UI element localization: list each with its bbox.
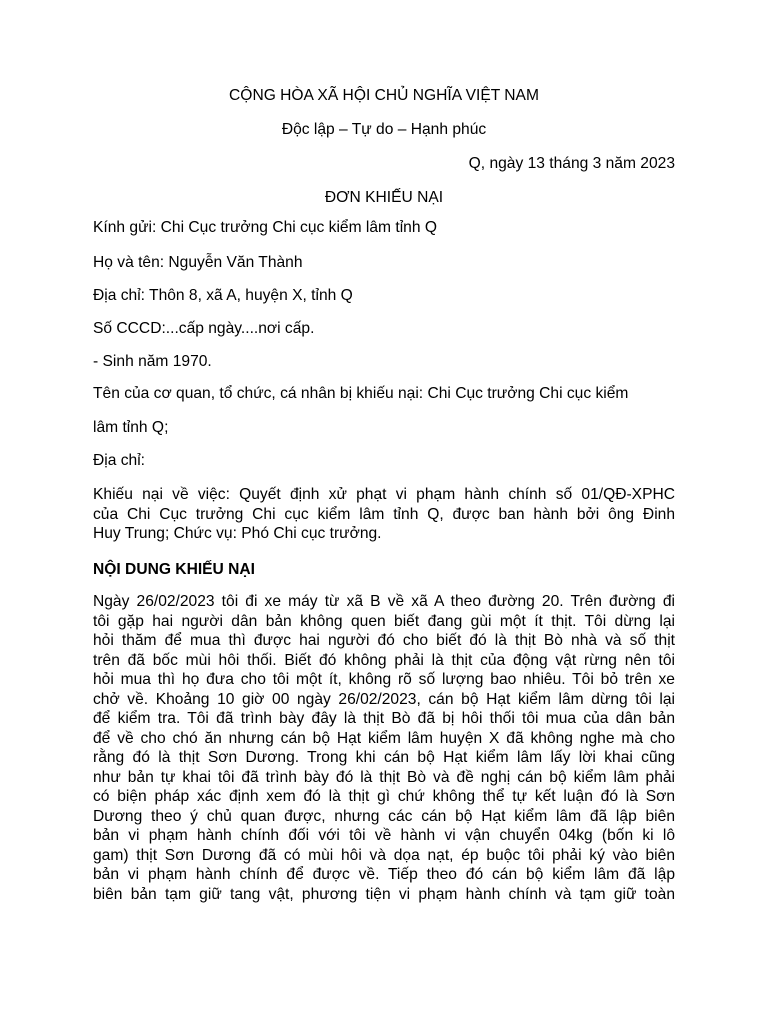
content-line: bản vi phạm hành chính để được về. Tiếp theo đó cán bộ kiểm lâm đã lập <box>93 866 675 883</box>
content-line: để về cho chó ăn nhưng cán bộ Hạt kiểm lâm huyện X đã không nghe mà cho <box>93 729 675 747</box>
birth-line: - Sinh năm 1970. <box>93 353 212 370</box>
recipient-line: Kính gửi: Chi Cục trưởng Chi cục kiểm lâm tỉnh Q <box>93 219 437 236</box>
date-line: Q, ngày 13 tháng 3 năm 2023 <box>468 155 675 172</box>
id-card-line: Số CCCD:...cấp ngày....nơi cấp. <box>93 320 315 337</box>
country-heading: CỘNG HÒA XÃ HỘI CHỦ NGHĨA VIỆT NAM <box>229 87 539 104</box>
content-paragraph <box>93 592 675 904</box>
motto: Độc lập – Tự do – Hạnh phúc <box>281 121 487 138</box>
content-line: bản vi phạm hành chính đối với tôi về hành vi vận chuyển 04kg (bốn ki lô <box>93 827 675 844</box>
content-line: rằng đó là thịt Sơn Dương. Trong khi cán bộ Hạt kiểm lâm lấy lời khai cũng <box>93 749 675 766</box>
content-line: gam) thịt Sơn Dương đã có mùi hôi và dọa nạt, ép buộc tôi phải ký vào biên <box>93 846 675 864</box>
content-line: Dương theo ý chủ quan được, nhưng các cán bộ Hạt kiểm lâm đã lập biên <box>93 807 675 825</box>
document-page <box>93 0 675 1024</box>
content-line: như bản tự khai tôi đã trình bày đó là thịt Bò và đề nghị cán bộ kiểm lâm phải <box>93 768 675 786</box>
content-line: hỏi thăm để mua thì được hai người đó cho biết đó là thịt Bò nhà và số thịt <box>93 632 675 649</box>
subject-line: Khiếu nại về việc: Quyết định xử phạt vi phạm hành chính số 01/QĐ-XPHC <box>93 486 675 503</box>
content-line: hỏi mua thì họ đưa cho tôi một ít, không rõ số lượng bao nhiêu. Tôi bỏ trên xe <box>93 671 675 688</box>
content-line: chở về. Khoảng 10 giờ 00 ngày 26/02/2023, cán bộ Hạt kiểm lâm dừng tôi lại <box>93 690 675 708</box>
content-line: để kiểm tra. Tôi đã trình bày đây là thịt Bò đã bị hôi thối tôi mua của dân bản <box>93 710 675 727</box>
content-line: trên đã bốc mùi hôi thối. Biết đó không phải là thịt của động vật rừng nên tôi <box>93 651 675 669</box>
complaint-subject-paragraph <box>93 485 675 544</box>
content-line: Ngày 26/02/2023 tôi đi xe máy từ xã B về xã A theo đường 20. Trên đường đi <box>93 593 675 610</box>
respondent-line-2: lâm tỉnh Q; <box>93 419 169 436</box>
subject-line: Huy Trung; Chức vụ: Phó Chi cục trưởng. <box>93 525 382 542</box>
address-line: Địa chỉ: Thôn 8, xã A, huyện X, tỉnh Q <box>93 287 353 304</box>
respondent-line-1: Tên của cơ quan, tổ chức, cá nhân bị khiếu nại: Chi Cục trưởng Chi cục kiểm <box>93 385 629 402</box>
subject-line: của Chi Cục trưởng Chi cục kiểm lâm tỉnh Q, được ban hành bởi ông Đinh <box>93 505 675 523</box>
content-line: biên bản tạm giữ tang vật, phương tiện vi phạm hành chính và tạm giữ toàn <box>93 885 675 903</box>
content-line: tôi gặp hai người dân bản không quen biết đang gùi một ít thịt. Tôi dừng lại <box>93 612 675 630</box>
content-heading: NỘI DUNG KHIẾU NẠI <box>93 561 256 578</box>
content-line: có biện pháp xác định xem đó là thịt gì chứ không thể tự kết luận đó là Sơn <box>93 788 675 805</box>
name-line: Họ và tên: Nguyễn Văn Thành <box>93 254 303 271</box>
document-title: ĐƠN KHIẾU NẠI <box>324 189 444 206</box>
respondent-address-line: Địa chỉ: <box>93 452 145 469</box>
